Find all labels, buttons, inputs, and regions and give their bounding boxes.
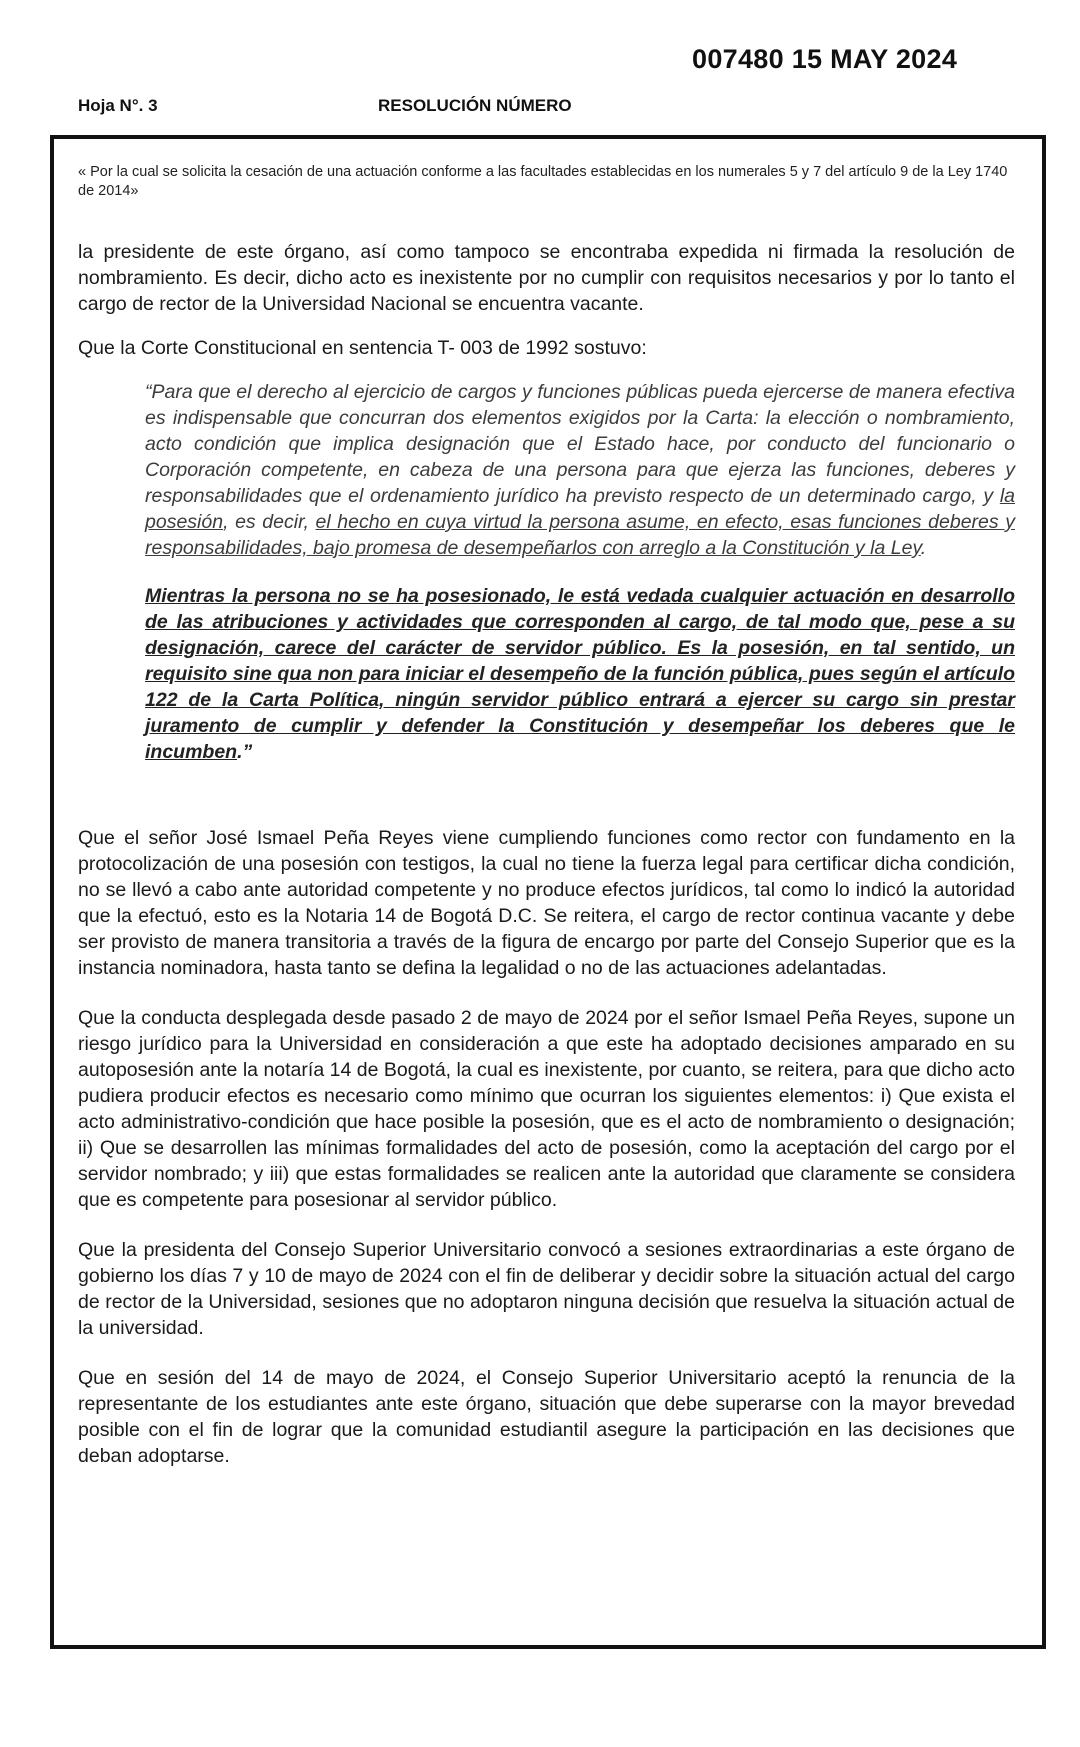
court-quote-1 bbox=[145, 379, 1015, 561]
court-quote-2-underlined: Mientras la persona no se ha posesionado, le está vedada cualquier actuación en desarrollo de las atribuciones y actividades que corresponden al cargo, de tal modo que, pese a su designación, carece del carácter de servidor público. Es la posesión, en tal sentido, un requisito sine qua non para iniciar el desempeño de la función pública, pues según el artículo 122 de la Carta Política, ningún servidor público entrará a ejercer su cargo sin prestar juramento de cumplir y defender la Constitución y desempeñar los deberes que le incumben bbox=[145, 585, 1015, 763]
resolution-stamp: 007480 15 MAY 2024 bbox=[692, 44, 958, 74]
paragraph-rector-functions: Que el señor José Ismael Peña Reyes viene cumpliendo funciones como rector con fundamento en la protocolización de una posesión con testigos, la cual no tiene la fuerza legal para certificar dicha condición, no se llevó a cabo ante autoridad competente y no produce efectos jurídicos, tal como lo indicó la autoridad que la efectuó, esto es la Notaria 14 de Bogotá D.C. Se reitera, el cargo de rector continua vacante y debe ser provisto de manera transitoria a través de la figura de encargo por parte del Consejo Superior que es la instancia nominadora, hasta tanto se defina la legalidad o no de las actuaciones adelantadas. bbox=[78, 827, 1015, 979]
court-quote-1-part-a: “Para que el derecho al ejercicio de cargos y funciones públicas pueda ejercerse de manera efectiva es indispensable que concurran dos elementos exigidos por la Carta: la elección o nombramiento, acto condición que implica designación que el Estado hace, por conducto del funcionario o Corporación competente, en cabeza de una persona para que ejerza las funciones, deberes y responsabilidades que el ordenamiento jurídico ha previsto respecto de un determinado cargo, y bbox=[145, 381, 1015, 507]
court-quote-1-underline-hecho: el hecho en cuya virtud la persona asume, en efecto, esas funciones deberes y responsabilidades, bajo promesa de desempeñarlos con arreglo a la Constitución y la Ley bbox=[145, 511, 1015, 559]
document-content bbox=[78, 163, 1015, 1469]
court-quote-2 bbox=[145, 583, 1015, 765]
resolution-label: RESOLUCIÓN NÚMERO bbox=[378, 96, 572, 115]
sheet-number: Hoja N°. 3 bbox=[78, 96, 158, 115]
resolution-subject: « Por la cual se solicita la cesación de una actuación conforme a las facultades establecidas en los numerales 5 y 7 del artículo 9 de la Ley 1740 de 2014» bbox=[78, 164, 1008, 199]
court-quote-1-underline-posesion: la posesión bbox=[145, 485, 1015, 533]
court-quote-2-end: .” bbox=[237, 741, 253, 763]
paragraph-extraordinary-sessions: Que la presidenta del Consejo Superior Universitario convocó a sesiones extraordinarias a este órgano de gobierno los días 7 y 10 de mayo de 2024 con el fin de deliberar y decidir sobre la situación actual del cargo de rector de la Universidad, sesiones que no adoptaron ninguna decisión que resuelva la situación actual de la universidad. bbox=[78, 1239, 1015, 1339]
paragraph-student-representative: Que en sesión del 14 de mayo de 2024, el Consejo Superior Universitario aceptó la renuncia de la representante de los estudiantes ante este órgano, situación que debe superarse con la mayor brevedad posible con el fin de lograr que la comunidad estudiantil asegure la participación en las decisiones que deban adoptarse. bbox=[78, 1367, 1015, 1467]
paragraph-vacancy: la presidente de este órgano, así como tampoco se encontraba expedida ni firmada la resolución de nombramiento. Es decir, dicho acto es inexistente por no cumplir con requisitos necesarios y por lo tanto el cargo de rector de la Universidad Nacional se encuentra vacante. bbox=[78, 241, 1015, 315]
paragraph-court-intro: Que la Corte Constitucional en sentencia T- 003 de 1992 sostuvo: bbox=[78, 337, 647, 359]
court-quote-1-part-c: , es decir, bbox=[223, 511, 316, 533]
paragraph-legal-risk: Que la conducta desplegada desde pasado 2 de mayo de 2024 por el señor Ismael Peña Reyes, supone un riesgo jurídico para la Universidad en consideración a que este ha adoptado decisiones amparado en su autoposesión ante la notaría 14 de Bogotá, la cual es inexistente, por cuanto, se reitera, para que dicho acto pudiera producir efectos es necesario como mínimo que ocurran los siguientes elementos: i) Que exista el acto administrativo-condición que hace posible la posesión, que es el acto de nombramiento o designación; ii) Que se desarrollen las mínimas formalidades del acto de posesión, como la aceptación del cargo por el servidor nombrado; y iii) que estas formalidades se realicen ante la autoridad que claramente se considera que es competente para posesionar al servidor público. bbox=[78, 1007, 1015, 1211]
court-quote-1-part-e: . bbox=[920, 537, 927, 559]
